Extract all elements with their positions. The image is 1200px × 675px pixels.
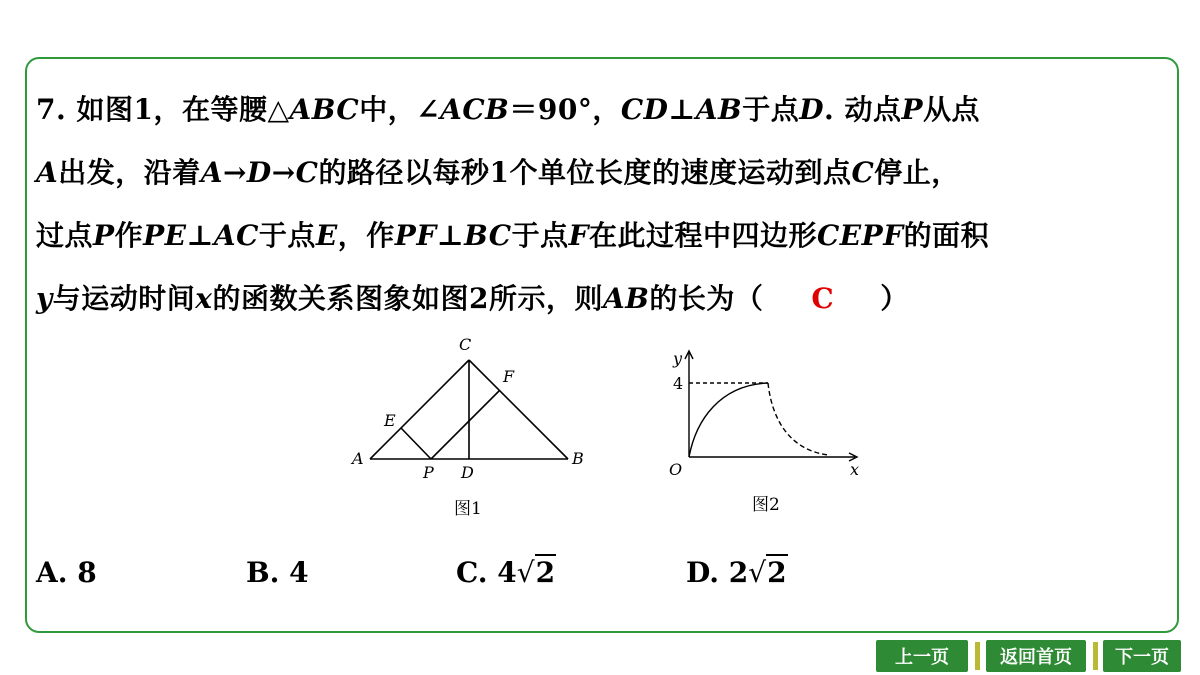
increasing-curve [689,383,768,457]
question-line-2: A出发，沿着A→D→C的路径以每秒1个单位长度的速度运动到点C停止， [36,156,960,189]
label-B: B [572,449,584,468]
prev-page-button[interactable]: 上一页 [876,640,968,672]
label-E: E [384,411,396,430]
segment-PF [431,391,499,459]
question-text [36,78,1166,330]
option-b: B. 4 [246,556,309,589]
label-F: F [503,367,515,386]
label-A: A [352,449,364,468]
home-button[interactable]: 返回首页 [986,640,1086,672]
question-line-4: y与运动时间x的函数关系图象如图2所示，则AB的长为（ C ） [36,282,909,315]
axis-label-x: x [850,460,860,479]
side-AC [370,360,469,459]
side-BC [469,360,568,459]
sqrt-symbol: √2 [748,556,787,589]
segment-PE [401,428,431,459]
nav-separator [975,642,980,670]
label-D: D [461,463,474,480]
figure-2-caption: 图2 [752,495,780,515]
nav-separator [1093,642,1098,670]
label-P: P [423,463,434,480]
figure-1-caption: 图1 [454,499,482,519]
axis-label-y: y [673,349,683,368]
decreasing-dashed-curve [768,383,828,455]
tick-label-4: 4 [673,374,684,393]
figure-2-graph [660,345,870,480]
question-line-3: 过点P作PE⊥AC于点E，作PF⊥BC于点F在此过程中四边形CEPF的面积 [36,219,990,252]
figure-1-triangle [345,330,605,480]
option-d: D. 2√2 [686,556,787,589]
option-c: C. 4√2 [456,556,556,589]
origin-label: O [669,460,683,479]
next-page-button[interactable]: 下一页 [1103,640,1181,672]
option-a: A. 8 [36,556,97,589]
question-line-1: 7. 如图1，在等腰△ABC中，∠ACB＝90°，CD⊥AB于点D. 动点P从点 [36,93,981,126]
label-C: C [459,335,472,354]
answer-letter: C [811,282,835,315]
sqrt-symbol: √2 [516,556,556,589]
